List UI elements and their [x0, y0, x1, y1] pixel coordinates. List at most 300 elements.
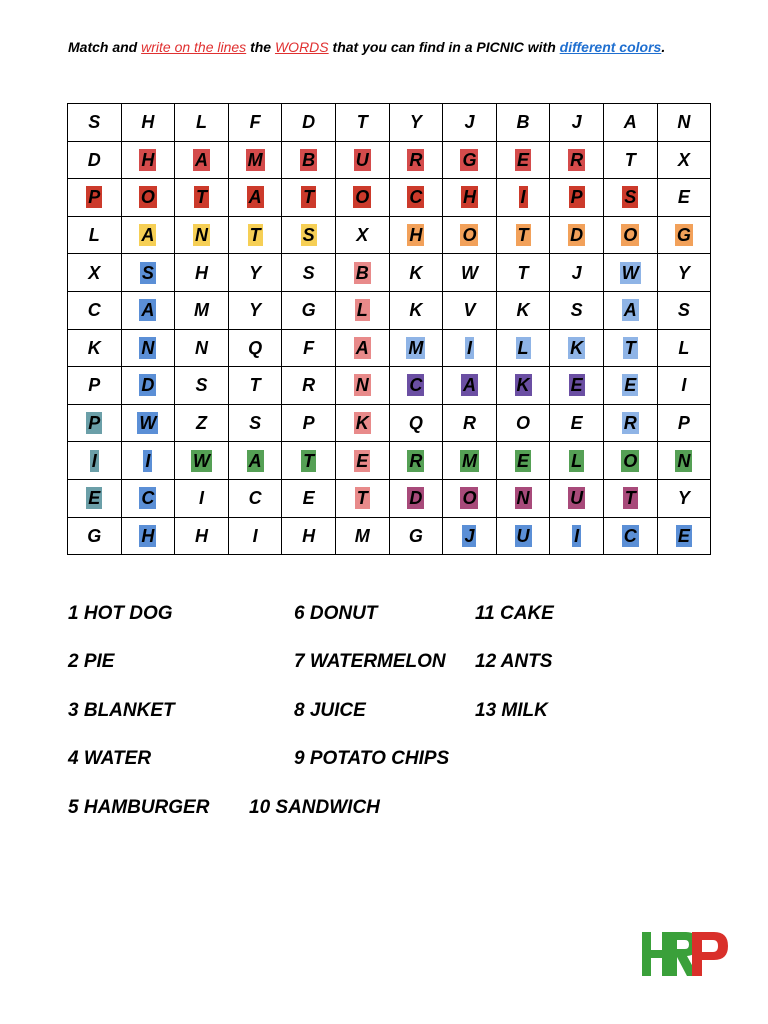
grid-cell [496, 329, 550, 367]
grid-cell [443, 141, 497, 179]
grid-letter: I [145, 450, 151, 471]
grid-letter: K [355, 413, 369, 434]
grid-cell [68, 291, 122, 329]
grid-letter: O [462, 225, 477, 246]
grid-cell [68, 517, 122, 555]
grid-letter: Z [195, 413, 207, 434]
grid-letter: G [408, 525, 423, 546]
grid-cell [175, 104, 229, 142]
grid-letter: W [460, 262, 478, 283]
grid-letter: D [302, 112, 316, 133]
grid-cell [228, 216, 282, 254]
word-item-5: 5 HAMBURGER [68, 797, 210, 818]
grid-cell [121, 254, 175, 292]
grid-cell [496, 216, 550, 254]
grid-cell [496, 442, 550, 480]
grid-letter: C [623, 525, 637, 546]
grid-letter: S [195, 375, 208, 396]
grid-letter: E [570, 375, 583, 396]
word-item-1: 1 HOT DOG [68, 603, 173, 624]
grid-letter: S [88, 112, 101, 133]
grid-letter: E [302, 488, 315, 509]
grid-letter: R [302, 375, 316, 396]
grid-cell [121, 216, 175, 254]
grid-cell [121, 329, 175, 367]
grid-letter: X [356, 225, 369, 246]
grid-cell [335, 479, 389, 517]
grid-cell [228, 404, 282, 442]
word-item-10: 10 SANDWICH [249, 797, 380, 818]
grid-letter: H [462, 187, 476, 208]
grid-cell [68, 404, 122, 442]
grid-cell [228, 329, 282, 367]
grid-letter: A [623, 300, 637, 321]
grid-letter: D [141, 375, 155, 396]
grid-cell [657, 141, 711, 179]
grid-cell [389, 216, 443, 254]
grid-letter: H [141, 149, 155, 170]
grid-cell [657, 291, 711, 329]
grid-letter: E [570, 413, 583, 434]
grid-cell [282, 367, 336, 405]
grid-letter: Q [248, 337, 263, 358]
grid-letter: C [409, 375, 423, 396]
grid-cell [121, 517, 175, 555]
grid-cell [228, 291, 282, 329]
grid-letter: S [302, 262, 315, 283]
grid-cell [443, 517, 497, 555]
grid-cell [335, 517, 389, 555]
grid-letter: T [249, 375, 261, 396]
grid-letter: I [252, 525, 258, 546]
grid-letter: H [302, 525, 316, 546]
grid-cell [443, 367, 497, 405]
grid-letter: R [462, 413, 476, 434]
grid-cell [282, 254, 336, 292]
grid-cell [603, 179, 657, 217]
grid-cell [121, 291, 175, 329]
grid-letter: D [87, 149, 101, 170]
grid-cell [603, 367, 657, 405]
grid-letter: T [517, 262, 529, 283]
grid-cell [175, 404, 229, 442]
grid-cell [68, 216, 122, 254]
grid-cell [175, 517, 229, 555]
grid-letter: N [355, 375, 369, 396]
grid-cell [496, 291, 550, 329]
word-item-13: 13 MILK [475, 700, 548, 721]
grid-row [68, 479, 711, 517]
grid-row [68, 179, 711, 217]
grid-cell [603, 517, 657, 555]
grid-letter: L [195, 112, 207, 133]
grid-letter: T [195, 187, 207, 208]
grid-cell [121, 367, 175, 405]
grid-cell [68, 442, 122, 480]
grid-letter: L [571, 450, 583, 471]
grid-letter: Y [409, 112, 422, 133]
grid-cell [389, 179, 443, 217]
grid-cell [121, 442, 175, 480]
grid-letter: K [516, 375, 530, 396]
grid-cell [496, 367, 550, 405]
grid-letter: P [570, 187, 583, 208]
grid-letter: A [141, 300, 155, 321]
grid-row [68, 367, 711, 405]
grid-letter: Y [677, 488, 690, 509]
word-item-7: 7 WATERMELON [294, 651, 446, 672]
grid-cell [282, 329, 336, 367]
grid-cell [228, 254, 282, 292]
instructions-text-2: the [246, 39, 275, 55]
grid-cell [175, 329, 229, 367]
grid-cell [389, 141, 443, 179]
grid-letter: R [623, 413, 637, 434]
grid-cell [550, 517, 604, 555]
grid-cell [550, 179, 604, 217]
grid-cell [175, 216, 229, 254]
grid-row [68, 404, 711, 442]
grid-letter: H [409, 225, 423, 246]
grid-letter: W [192, 450, 210, 471]
grid-letter: A [355, 337, 369, 358]
grid-cell [550, 479, 604, 517]
grid-cell [657, 367, 711, 405]
grid-cell [228, 479, 282, 517]
grid-letter: O [516, 413, 531, 434]
grid-letter: D [409, 488, 423, 509]
grid-cell [603, 216, 657, 254]
grid-cell [603, 141, 657, 179]
grid-letter: Y [249, 300, 262, 321]
grid-letter: G [462, 149, 477, 170]
grid-letter: H [141, 112, 155, 133]
grid-row [68, 329, 711, 367]
grid-letter: F [303, 337, 315, 358]
word-item-4: 4 WATER [68, 748, 152, 769]
grid-letter: N [141, 337, 155, 358]
grid-cell [335, 367, 389, 405]
grid-cell [389, 479, 443, 517]
grid-cell [496, 141, 550, 179]
grid-cell [335, 216, 389, 254]
grid-cell [389, 104, 443, 142]
grid-letter: T [624, 488, 636, 509]
grid-cell [443, 104, 497, 142]
grid-cell [389, 329, 443, 367]
grid-row [68, 442, 711, 480]
grid-letter: H [194, 525, 208, 546]
grid-cell [335, 442, 389, 480]
grid-letter: E [624, 375, 637, 396]
grid-cell [389, 254, 443, 292]
grid-letter: O [355, 187, 370, 208]
grid-cell [496, 254, 550, 292]
grid-letter: G [87, 525, 102, 546]
grid-letter: E [517, 450, 530, 471]
word-item-11: 11 CAKE [475, 603, 554, 624]
grid-cell [496, 404, 550, 442]
grid-cell [175, 479, 229, 517]
grid-cell [175, 442, 229, 480]
grid-letter: A [623, 112, 637, 133]
grid-letter: P [88, 413, 101, 434]
grid-row [68, 216, 711, 254]
grid-letter: H [194, 262, 208, 283]
grid-row [68, 104, 711, 142]
grid-cell [68, 179, 122, 217]
instructions-text-3: that you can find in a PICNIC with [328, 39, 560, 55]
grid-cell [121, 479, 175, 517]
grid-letter: R [409, 149, 423, 170]
grid-letter: S [249, 413, 262, 434]
grid-letter: M [408, 337, 424, 358]
grid-cell [443, 479, 497, 517]
grid-letter: T [517, 225, 529, 246]
grid-letter: K [570, 337, 584, 358]
grid-cell [389, 404, 443, 442]
instructions [68, 33, 711, 61]
grid-letter: O [462, 488, 477, 509]
grid-row [68, 254, 711, 292]
word-item-2: 2 PIE [68, 651, 115, 672]
grid-letter: H [141, 525, 155, 546]
grid-row [68, 517, 711, 555]
grid-letter: L [678, 337, 690, 358]
grid-cell [282, 104, 336, 142]
grid-row [68, 141, 711, 179]
grid-cell [496, 517, 550, 555]
grid-cell [335, 254, 389, 292]
grid-cell [121, 404, 175, 442]
grid-letter: G [676, 225, 691, 246]
grid-letter: U [355, 149, 369, 170]
grid-letter: I [520, 187, 526, 208]
grid-letter: J [571, 112, 582, 133]
grid-cell [657, 216, 711, 254]
word-item-9: 9 POTATO CHIPS [294, 748, 450, 769]
grid-cell [550, 254, 604, 292]
grid-letter: T [303, 450, 315, 471]
grid-cell [496, 479, 550, 517]
grid-letter: J [464, 112, 475, 133]
grid-cell [550, 367, 604, 405]
grid-letter: N [516, 488, 530, 509]
grid-letter: L [356, 300, 368, 321]
grid-letter: I [91, 450, 97, 471]
word-search-grid [67, 103, 711, 555]
grid-letter: L [517, 337, 529, 358]
grid-letter: C [87, 300, 101, 321]
grid-cell [496, 179, 550, 217]
grid-letter: C [409, 187, 423, 208]
grid-letter: B [355, 262, 369, 283]
grid-cell [228, 442, 282, 480]
grid-cell [550, 104, 604, 142]
grid-letter: U [570, 488, 584, 509]
grid-cell [282, 216, 336, 254]
grid-letter: N [194, 225, 208, 246]
grid-letter: P [677, 413, 690, 434]
grid-letter: W [621, 262, 639, 283]
grid-letter: Q [408, 413, 423, 434]
grid-cell [657, 479, 711, 517]
grid-letter: J [571, 262, 582, 283]
grid-letter: I [466, 337, 472, 358]
grid-letter: M [193, 300, 209, 321]
grid-letter: T [303, 187, 315, 208]
grid-letter: I [681, 375, 687, 396]
grid-letter: B [516, 112, 530, 133]
grid-letter: S [141, 262, 154, 283]
grid-letter: M [247, 149, 263, 170]
grid-letter: J [464, 525, 475, 546]
grid-cell [175, 141, 229, 179]
grid-letter: E [517, 149, 530, 170]
grid-letter: K [87, 337, 101, 358]
hrp-logo [640, 928, 730, 978]
grid-cell [657, 329, 711, 367]
grid-letter: D [570, 225, 584, 246]
grid-cell [175, 367, 229, 405]
grid-letter: Y [677, 262, 690, 283]
grid-letter: C [141, 488, 155, 509]
grid-letter: A [248, 187, 262, 208]
grid-letter: T [356, 112, 368, 133]
grid-letter: P [88, 187, 101, 208]
grid-letter: N [194, 337, 208, 358]
grid-cell [175, 254, 229, 292]
grid-letter: E [677, 525, 690, 546]
grid-letter: A [141, 225, 155, 246]
instructions-link-words: WORDS [274, 39, 329, 55]
grid-cell [443, 216, 497, 254]
instructions-link-write: write on the lines [141, 39, 247, 55]
grid-cell [443, 442, 497, 480]
grid-cell [282, 404, 336, 442]
grid-cell [657, 442, 711, 480]
grid-letter: S [624, 187, 637, 208]
grid-letter: M [354, 525, 370, 546]
grid-letter: Y [249, 262, 262, 283]
grid-letter: B [302, 149, 316, 170]
grid-letter: K [516, 300, 530, 321]
grid-cell [550, 442, 604, 480]
grid-cell [603, 329, 657, 367]
grid-row [68, 291, 711, 329]
grid-letter: I [574, 525, 580, 546]
word-item-12: 12 ANTS [475, 651, 553, 672]
grid-letter: S [677, 300, 690, 321]
word-item-3: 3 BLANKET [68, 700, 175, 721]
grid-cell [228, 179, 282, 217]
grid-cell [282, 179, 336, 217]
grid-cell [550, 216, 604, 254]
grid-cell [175, 291, 229, 329]
grid-cell [282, 517, 336, 555]
grid-letter: O [140, 187, 155, 208]
grid-letter: P [88, 375, 101, 396]
grid-letter: V [463, 300, 476, 321]
grid-cell [335, 329, 389, 367]
grid-cell [121, 104, 175, 142]
grid-cell [657, 254, 711, 292]
word-item-6: 6 DONUT [294, 603, 378, 624]
grid-cell [282, 442, 336, 480]
logo-p [692, 932, 728, 976]
grid-cell [121, 179, 175, 217]
grid-cell [121, 141, 175, 179]
grid-letter: T [249, 225, 261, 246]
grid-letter: E [677, 187, 690, 208]
grid-letter: R [409, 450, 423, 471]
grid-cell [68, 104, 122, 142]
grid-letter: C [248, 488, 262, 509]
grid-letter: G [301, 300, 316, 321]
grid-cell [68, 329, 122, 367]
grid-cell [389, 367, 443, 405]
grid-cell [550, 141, 604, 179]
grid-cell [282, 479, 336, 517]
grid-cell [335, 104, 389, 142]
grid-cell [389, 442, 443, 480]
grid-letter: E [88, 488, 101, 509]
grid-letter: T [624, 337, 636, 358]
grid-cell [282, 291, 336, 329]
grid-cell [282, 141, 336, 179]
grid-cell [389, 517, 443, 555]
grid-cell [657, 404, 711, 442]
grid-cell [443, 329, 497, 367]
grid-cell [603, 404, 657, 442]
grid-letter: X [677, 149, 690, 170]
grid-letter: S [570, 300, 583, 321]
grid-letter: E [356, 450, 369, 471]
grid-letter: O [623, 450, 638, 471]
grid-cell [550, 291, 604, 329]
grid-cell [603, 291, 657, 329]
grid-letter: N [677, 450, 691, 471]
grid-cell [335, 404, 389, 442]
grid-letter: S [302, 225, 315, 246]
grid-letter: U [516, 525, 530, 546]
grid-letter: T [624, 149, 636, 170]
grid-letter: P [302, 413, 315, 434]
grid-letter: M [461, 450, 477, 471]
grid-cell [657, 517, 711, 555]
instructions-text-1: Match and [68, 39, 142, 55]
instructions-link-colors: different colors [559, 39, 662, 55]
grid-letter: F [249, 112, 261, 133]
grid-cell [443, 404, 497, 442]
grid-cell [603, 254, 657, 292]
grid-cell [335, 141, 389, 179]
grid-cell [443, 291, 497, 329]
grid-letter: A [462, 375, 476, 396]
grid-cell [68, 254, 122, 292]
instructions-text-4: . [661, 39, 666, 55]
grid-cell [228, 104, 282, 142]
grid-cell [68, 367, 122, 405]
grid-cell [335, 179, 389, 217]
grid-letter: K [409, 300, 423, 321]
grid-letter: L [88, 225, 100, 246]
grid-cell [603, 104, 657, 142]
grid-letter: O [623, 225, 638, 246]
grid-cell [603, 479, 657, 517]
grid-cell [443, 254, 497, 292]
grid-cell [550, 329, 604, 367]
